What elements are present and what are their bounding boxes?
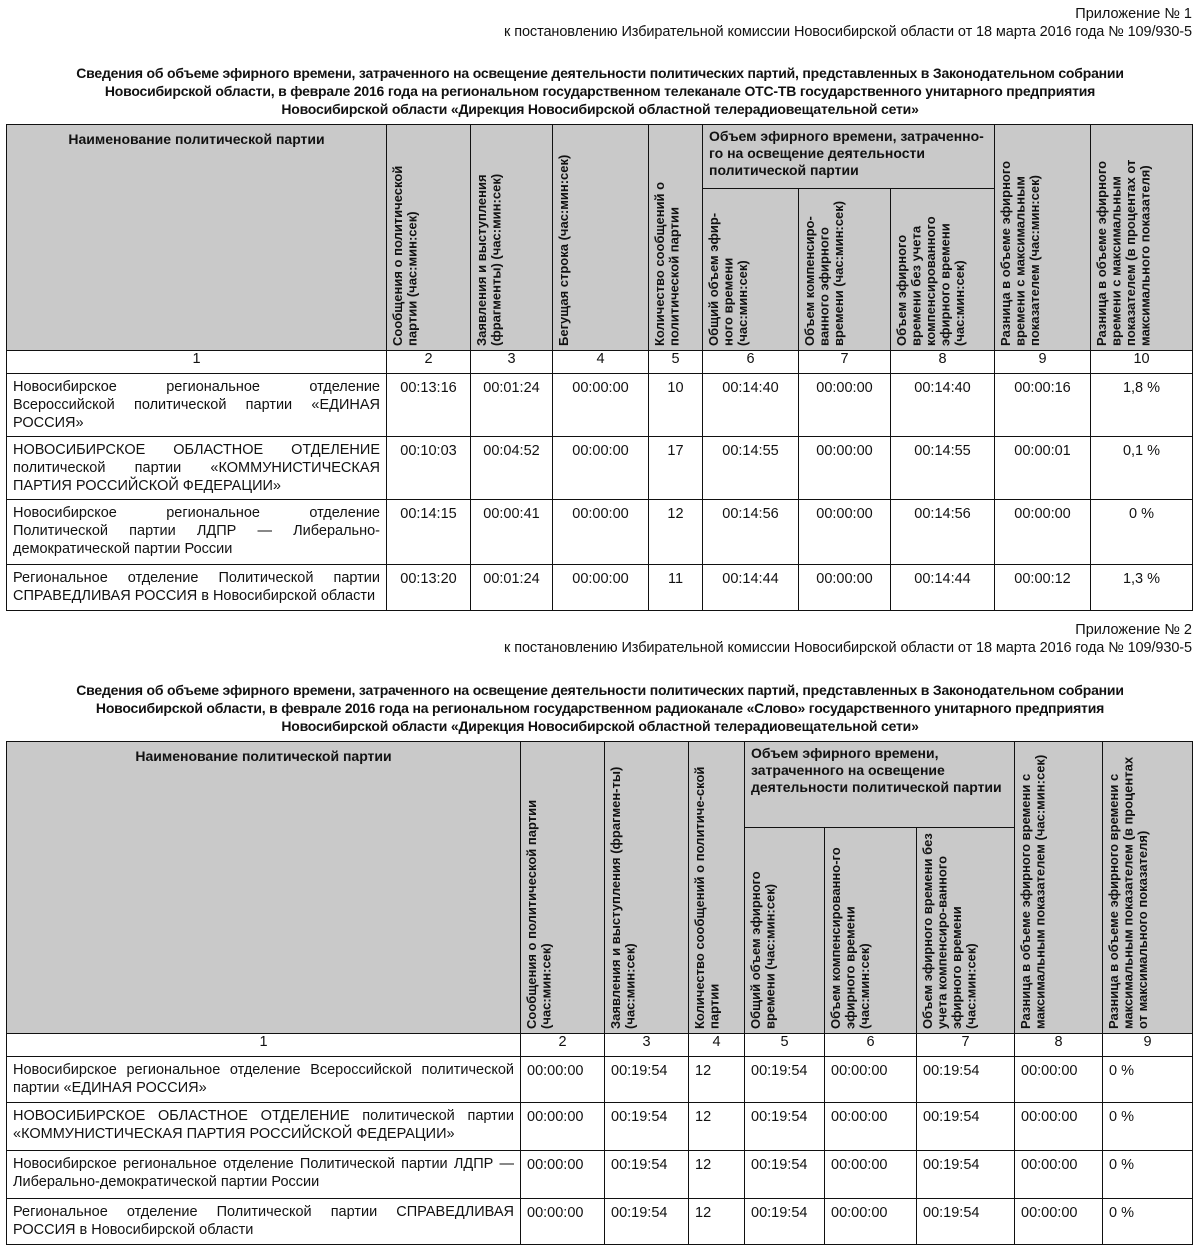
cell-value: 00:00:00	[825, 1199, 917, 1245]
header-col-2	[387, 125, 471, 351]
column-number-row	[7, 351, 1193, 374]
cell-value: 12	[649, 500, 703, 565]
header-col-5	[745, 828, 825, 1034]
cell-value: 1,3 %	[1091, 565, 1193, 611]
cell-value: 1,8 %	[1091, 374, 1193, 437]
cell-value: 00:00:00	[553, 565, 649, 611]
header-col-2-text: Сообщения о политической партии (час:мин:сек)	[390, 165, 420, 346]
party-name: Региональное отделение Политической партии СПРАВЕДЛИВАЯ РОССИЯ в Новосибирской области	[7, 1199, 521, 1245]
column-number: 6	[825, 1034, 917, 1057]
title-line: Новосибирской области «Дирекция Новосибирской областной телерадиовещательной сети»	[281, 718, 919, 734]
title-line: Новосибирской области, в феврале 2016 года на региональном государственном телеканале ОТС-ТВ государственного унитарного предприятия	[104, 83, 1096, 99]
table-row	[7, 500, 1193, 565]
cell-value: 00:00:00	[1015, 1103, 1103, 1151]
cell-value: 12	[689, 1103, 745, 1151]
party-name: НОВОСИБИРСКОЕ ОБЛАСТНОЕ ОТДЕЛЕНИЕ политической партии «КОММУНИСТИЧЕСКАЯ ПАРТИЯ РОССИЙСКОЙ ФЕДЕРАЦИИ»	[7, 1103, 521, 1151]
title-line: Новосибирской области, в феврале 2016 года на региональном государственном радиоканале «Слово» государственного унитарного предприятия	[95, 700, 1105, 716]
title-line: Сведения об объеме эфирного времени, затраченного на освещение деятельности политических партий, представленных в Законодательном собрании	[76, 65, 1124, 81]
header-col-9	[995, 125, 1091, 351]
column-number: 8	[891, 351, 995, 374]
cell-value: 00:00:00	[521, 1103, 605, 1151]
header-col-3-text: Заявления и выступления (фрагмен-ты) (час:мин:сек)	[608, 766, 638, 1029]
header-col-5-text: Общий объем эфирного времени (час:мин:сек)	[748, 871, 778, 1029]
table-row	[7, 374, 1193, 437]
title-line: Сведения об объеме эфирного времени, затраченного на освещение деятельности политических партий, представленных в Законодательном собрании	[76, 682, 1124, 698]
column-number: 4	[689, 1034, 745, 1057]
appendix-1-heading	[504, 5, 1192, 41]
cell-value: 00:00:00	[799, 500, 891, 565]
header-col-10	[1091, 125, 1193, 351]
header-group-airtime: Объем эфирного времени, затраченно-го на освещение деятельности политической партии	[703, 125, 995, 189]
table-row	[7, 1057, 1193, 1103]
column-number: 2	[387, 351, 471, 374]
party-name: Новосибирское региональное отделение Политической партии ЛДПР — Либерально-демократической партии России	[7, 1151, 521, 1199]
header-col-5	[649, 125, 703, 351]
header-col-6-text: Объем компенсированно-го эфирного времени (час:мин:сек)	[828, 847, 872, 1029]
cell-value: 00:14:56	[891, 500, 995, 565]
appendix-2-title	[10, 681, 1190, 735]
column-number: 5	[745, 1034, 825, 1057]
header-col-2	[521, 742, 605, 1034]
header-col-8-text: Объем эфирного времени без учета компенсированного эфирного времени (час:мин:сек)	[894, 216, 967, 346]
cell-value: 00:00:00	[1015, 1151, 1103, 1199]
cell-value: 00:00:00	[553, 500, 649, 565]
cell-value: 0 %	[1103, 1151, 1193, 1199]
party-name: Новосибирское региональное отделение Политической партии ЛДПР — Либерально-демократической партии России	[7, 500, 387, 565]
header-col-7-text: Объем компенсиро-ванного эфирного времени (час:мин:сек)	[802, 200, 846, 346]
party-name: Региональное отделение Политической партии СПРАВЕДЛИВАЯ РОССИЯ в Новосибирской области	[7, 565, 387, 611]
header-col-5-text: Количество сообщений о политической партии	[652, 181, 682, 346]
cell-value: 00:19:54	[917, 1151, 1015, 1199]
cell-value: 00:01:24	[471, 565, 553, 611]
cell-value: 00:00:00	[825, 1103, 917, 1151]
header-col-10-text: Разница в объеме эфирного времени с максимальным показателем (в процентах от максимального показателя)	[1094, 159, 1153, 346]
cell-value: 00:13:20	[387, 565, 471, 611]
appendix-1-label: Приложение № 1	[1075, 6, 1192, 22]
column-number: 8	[1015, 1034, 1103, 1057]
party-name: Новосибирское региональное отделение Всероссийской политической партии «ЕДИНАЯ РОССИЯ»	[7, 1057, 521, 1103]
cell-value: 00:14:40	[703, 374, 799, 437]
cell-value: 00:00:00	[799, 437, 891, 500]
cell-value: 00:14:44	[891, 565, 995, 611]
header-col-8	[1015, 742, 1103, 1034]
cell-value: 00:14:55	[703, 437, 799, 500]
cell-value: 00:00:00	[1015, 1199, 1103, 1245]
cell-value: 17	[649, 437, 703, 500]
cell-value: 00:19:54	[745, 1151, 825, 1199]
cell-value: 00:00:00	[1015, 1057, 1103, 1103]
table-row	[7, 1151, 1193, 1199]
cell-value: 00:19:54	[605, 1199, 689, 1245]
cell-value: 00:01:24	[471, 374, 553, 437]
header-col-4	[689, 742, 745, 1034]
cell-value: 00:19:54	[605, 1103, 689, 1151]
appendix-1-title	[10, 64, 1190, 118]
table-row	[7, 1103, 1193, 1151]
header-col-3	[605, 742, 689, 1034]
cell-value: 00:00:16	[995, 374, 1091, 437]
header-group-airtime: Объем эфирного времени, затраченного на освещение деятельности политической партии	[745, 742, 1015, 828]
appendix-1-reference: к постановлению Избирательной комиссии Новосибирской области от 18 марта 2016 года № 109/930-5	[504, 24, 1192, 40]
cell-value: 00:00:00	[521, 1151, 605, 1199]
cell-value: 00:00:00	[521, 1057, 605, 1103]
header-party-name: Наименование политической партии	[7, 742, 521, 1034]
cell-value: 0 %	[1103, 1199, 1193, 1245]
cell-value: 00:00:00	[799, 374, 891, 437]
cell-value: 0 %	[1103, 1057, 1193, 1103]
header-col-6	[825, 828, 917, 1034]
header-col-6-text: Общий объем эфир-ного времени (час:мин:сек)	[706, 212, 750, 346]
column-number: 1	[7, 1034, 521, 1057]
cell-value: 00:10:03	[387, 437, 471, 500]
header-col-4-text: Количество сообщений о политиче-ской партии	[692, 766, 722, 1029]
appendix-2-label: Приложение № 2	[1075, 622, 1192, 638]
cell-value: 12	[689, 1151, 745, 1199]
cell-value: 00:14:56	[703, 500, 799, 565]
cell-value: 12	[689, 1199, 745, 1245]
party-name: НОВОСИБИРСКОЕ ОБЛАСТНОЕ ОТДЕЛЕНИЕ политической партии «КОММУНИСТИЧЕСКАЯ ПАРТИЯ РОССИЙСКОЙ ФЕДЕРАЦИИ»	[7, 437, 387, 500]
appendix-2-heading	[504, 621, 1192, 657]
cell-value: 0,1 %	[1091, 437, 1193, 500]
cell-value: 10	[649, 374, 703, 437]
cell-value: 00:00:00	[995, 500, 1091, 565]
cell-value: 0 %	[1103, 1103, 1193, 1151]
column-number: 1	[7, 351, 387, 374]
party-name: Новосибирское региональное отделение Всероссийской политической партии «ЕДИНАЯ РОССИЯ»	[7, 374, 387, 437]
cell-value: 00:14:40	[891, 374, 995, 437]
appendix-1-table	[6, 124, 1193, 611]
cell-value: 00:14:44	[703, 565, 799, 611]
cell-value: 00:13:16	[387, 374, 471, 437]
cell-value: 00:14:15	[387, 500, 471, 565]
table-row	[7, 1199, 1193, 1245]
header-col-7	[917, 828, 1015, 1034]
header-col-9-text: Разница в объеме эфирного времени с максимальным показателем (в процентах от максимального показателя)	[1106, 756, 1150, 1029]
cell-value: 00:19:54	[605, 1057, 689, 1103]
header-col-8-text: Разница в объеме эфирного времени с максимальным показателем (час:мин:сек)	[1018, 754, 1048, 1029]
column-number: 7	[799, 351, 891, 374]
column-number: 2	[521, 1034, 605, 1057]
cell-value: 00:00:01	[995, 437, 1091, 500]
table-row	[7, 565, 1193, 611]
header-col-9	[1103, 742, 1193, 1034]
cell-value: 00:00:00	[799, 565, 891, 611]
cell-value: 0 %	[1091, 500, 1193, 565]
header-party-name: Наименование политической партии	[7, 125, 387, 351]
cell-value: 00:04:52	[471, 437, 553, 500]
cell-value: 00:00:00	[553, 374, 649, 437]
cell-value: 11	[649, 565, 703, 611]
header-col-9-text: Разница в объеме эфирного времени с максимальным показателем (час:мин:сек)	[998, 160, 1043, 346]
cell-value: 00:00:41	[471, 500, 553, 565]
cell-value: 00:00:00	[553, 437, 649, 500]
header-col-4-text: Бегущая строка (час:мин:сек)	[556, 154, 571, 346]
header-col-6	[703, 189, 799, 351]
cell-value: 00:19:54	[917, 1057, 1015, 1103]
cell-value: 00:19:54	[745, 1103, 825, 1151]
column-number: 4	[553, 351, 649, 374]
header-col-3	[471, 125, 553, 351]
cell-value: 00:19:54	[917, 1199, 1015, 1245]
header-col-8	[891, 189, 995, 351]
header-col-7	[799, 189, 891, 351]
cell-value: 00:19:54	[745, 1057, 825, 1103]
table-row	[7, 437, 1193, 500]
appendix-2-reference: к постановлению Избирательной комиссии Новосибирской области от 18 марта 2016 года № 109/930-5	[504, 640, 1192, 656]
cell-value: 00:00:00	[825, 1057, 917, 1103]
header-col-3-text: Заявления и выступления (фрагменты) (час:мин:сек)	[474, 173, 504, 346]
header-col-4	[553, 125, 649, 351]
column-number: 3	[471, 351, 553, 374]
cell-value: 00:14:55	[891, 437, 995, 500]
column-number: 3	[605, 1034, 689, 1057]
title-line: Новосибирской области «Дирекция Новосибирской областной телерадиовещательной сети»	[281, 101, 919, 117]
column-number: 10	[1091, 351, 1193, 374]
column-number: 5	[649, 351, 703, 374]
cell-value: 12	[689, 1057, 745, 1103]
cell-value: 00:19:54	[917, 1103, 1015, 1151]
header-col-2-text: Сообщения о политической партии (час:мин:сек)	[524, 799, 554, 1029]
appendix-2-table	[6, 741, 1193, 1245]
cell-value: 00:00:12	[995, 565, 1091, 611]
header-col-7-text: Объем эфирного времени без учета компенсиро-ванного эфирного времени (час:мин:сек)	[920, 833, 979, 1029]
cell-value: 00:19:54	[605, 1151, 689, 1199]
cell-value: 00:00:00	[825, 1151, 917, 1199]
column-number: 7	[917, 1034, 1015, 1057]
column-number: 6	[703, 351, 799, 374]
column-number: 9	[995, 351, 1091, 374]
cell-value: 00:19:54	[745, 1199, 825, 1245]
column-number: 9	[1103, 1034, 1193, 1057]
cell-value: 00:00:00	[521, 1199, 605, 1245]
column-number-row	[7, 1034, 1193, 1057]
